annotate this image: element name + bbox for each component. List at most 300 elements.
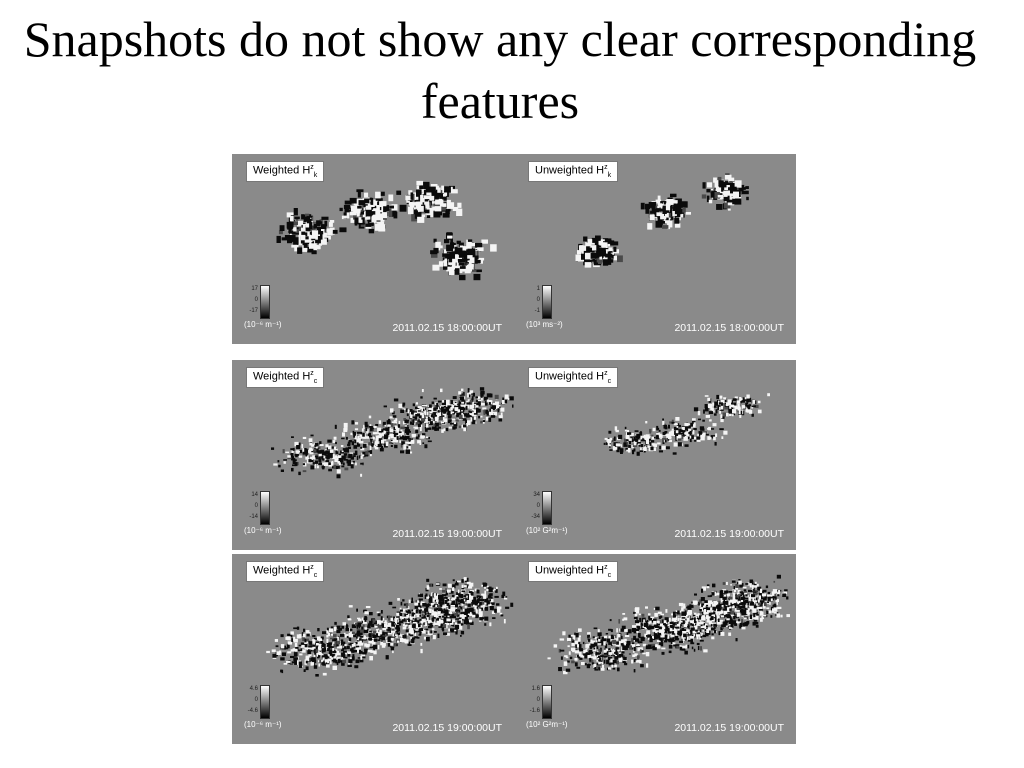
texture-speck <box>291 638 293 642</box>
texture-speck <box>296 451 300 453</box>
texture-speck <box>587 635 590 638</box>
panel-label <box>246 161 324 182</box>
texture-speck <box>706 415 710 418</box>
texture-speck <box>687 645 689 649</box>
texture-speck <box>450 407 452 410</box>
texture-speck <box>343 642 345 646</box>
texture-speck <box>731 403 734 405</box>
texture-speck <box>347 462 351 466</box>
texture-speck <box>292 464 296 466</box>
texture-speck <box>601 668 605 671</box>
texture-speck <box>669 638 673 642</box>
texture-speck <box>395 631 398 633</box>
texture-speck <box>575 644 577 649</box>
texture-speck <box>443 203 447 207</box>
texture-speck <box>348 651 352 654</box>
texture-speck <box>728 601 730 605</box>
texture-speck <box>373 432 377 434</box>
texture-speck <box>442 616 444 618</box>
texture-speck <box>361 456 363 459</box>
texture-speck <box>363 625 365 627</box>
texture-speck <box>350 212 357 216</box>
texture-speck <box>459 594 463 598</box>
texture-speck <box>471 592 474 596</box>
texture-speck <box>640 664 644 667</box>
texture-speck <box>429 601 433 603</box>
texture-speck <box>454 403 457 406</box>
texture-speck <box>640 450 644 452</box>
texture-speck <box>640 649 642 653</box>
texture-speck <box>400 450 404 453</box>
texture-speck <box>652 209 655 213</box>
texture-speck <box>711 637 714 640</box>
texture-speck <box>287 455 291 458</box>
texture-speck <box>394 623 396 625</box>
texture-speck <box>633 448 635 451</box>
texture-speck <box>492 617 495 619</box>
texture-speck <box>426 193 431 196</box>
texture-speck <box>637 648 639 652</box>
texture-speck <box>711 624 713 626</box>
texture-speck <box>422 619 425 622</box>
texture-speck <box>302 448 304 452</box>
texture-speck <box>655 607 659 611</box>
texture-speck <box>467 255 472 259</box>
texture-speck <box>759 595 761 599</box>
texture-speck <box>647 634 651 637</box>
texture-speck <box>409 202 416 206</box>
colorbar-unit: (10⁻⁶ m⁻¹) <box>244 526 282 535</box>
texture-speck <box>354 440 356 444</box>
texture-speck <box>286 661 291 663</box>
texture-speck <box>472 615 475 618</box>
texture-speck <box>574 633 576 636</box>
texture-speck <box>272 649 276 652</box>
panel-unweighted-row-2 <box>514 360 796 550</box>
texture-speck <box>439 608 442 610</box>
texture-speck <box>719 182 726 187</box>
texture-speck <box>767 602 769 604</box>
texture-speck <box>463 424 466 427</box>
texture-speck <box>690 431 692 434</box>
texture-speck <box>297 247 302 254</box>
texture-speck <box>472 412 474 416</box>
texture-speck <box>730 584 732 586</box>
texture-speck <box>654 437 656 439</box>
texture-speck <box>684 651 688 655</box>
texture-speck <box>721 436 723 439</box>
texture-speck <box>575 662 578 666</box>
texture-speck <box>406 446 408 448</box>
texture-speck <box>343 622 347 626</box>
texture-speck <box>571 661 575 664</box>
texture-speck <box>369 612 373 615</box>
texture-speck <box>433 635 436 639</box>
texture-speck <box>389 206 394 209</box>
texture-speck <box>433 408 437 412</box>
texture-speck <box>414 636 418 638</box>
texture-speck <box>698 419 701 421</box>
colorbar-min: -1 <box>534 308 540 314</box>
texture-speck <box>728 633 731 636</box>
texture-speck <box>709 613 712 617</box>
texture-speck <box>589 248 592 251</box>
texture-speck <box>642 438 644 440</box>
texture-speck <box>346 437 348 440</box>
texture-speck <box>329 656 331 658</box>
texture-speck <box>282 670 284 673</box>
texture-speck <box>669 651 672 654</box>
texture-speck <box>411 192 414 199</box>
texture-speck <box>423 182 429 189</box>
texture-speck <box>720 627 723 630</box>
texture-speck <box>464 578 467 581</box>
texture-speck <box>634 617 637 619</box>
texture-speck <box>645 208 649 214</box>
texture-speck <box>301 235 306 240</box>
texture-speck <box>453 207 459 211</box>
texture-speck <box>456 597 458 600</box>
texture-speck <box>629 645 632 649</box>
texture-speck <box>488 602 490 605</box>
texture-speck <box>459 266 465 269</box>
texture-speck <box>438 427 441 429</box>
texture-speck <box>360 619 362 621</box>
texture-speck <box>510 603 513 607</box>
panel-label <box>528 161 618 182</box>
texture-speck <box>302 444 304 448</box>
texture-speck <box>662 446 666 450</box>
texture-speck <box>451 598 455 600</box>
texture-speck <box>408 207 414 215</box>
texture-speck <box>472 600 476 604</box>
texture-speck <box>341 445 344 447</box>
texture-speck <box>726 404 729 406</box>
texture-speck <box>587 664 590 666</box>
texture-speck <box>425 623 427 626</box>
texture-speck <box>690 439 692 443</box>
texture-speck <box>662 225 668 229</box>
texture-speck <box>647 223 652 230</box>
texture-speck <box>780 615 782 618</box>
texture-speck <box>459 415 463 419</box>
texture-speck <box>464 585 467 587</box>
texture-speck <box>501 595 504 598</box>
texture-speck <box>714 630 716 633</box>
texture-speck <box>346 447 349 451</box>
texture-speck <box>490 606 494 608</box>
panel-label <box>246 561 324 582</box>
texture-speck <box>305 639 307 643</box>
colorbar-gradient <box>260 491 270 525</box>
texture-speck <box>386 442 388 446</box>
texture-speck <box>620 655 622 658</box>
texture-speck <box>676 646 679 648</box>
texture-speck <box>427 427 431 430</box>
texture-speck <box>410 415 412 418</box>
texture-speck <box>558 667 562 671</box>
texture-speck <box>637 640 639 644</box>
texture-speck <box>438 595 442 599</box>
texture-speck <box>386 655 389 659</box>
texture-speck <box>437 634 439 638</box>
texture-speck <box>721 406 724 410</box>
texture-speck <box>561 656 563 659</box>
texture-speck <box>419 615 421 617</box>
texture-speck <box>376 639 378 641</box>
texture-speck <box>333 638 337 640</box>
colorbar-max: 1 <box>536 286 540 292</box>
texture-speck <box>494 589 496 591</box>
texture-speck <box>397 598 400 601</box>
texture-speck <box>735 180 742 187</box>
texture-speck <box>357 432 361 434</box>
texture-speck <box>724 595 726 597</box>
texture-speck <box>412 419 414 423</box>
texture-speck <box>756 625 759 628</box>
texture-speck <box>294 208 298 215</box>
texture-speck <box>603 641 605 645</box>
texture-speck <box>290 663 293 665</box>
texture-speck <box>363 636 366 639</box>
texture-speck <box>585 663 587 665</box>
texture-speck <box>343 216 347 219</box>
texture-speck <box>374 446 377 448</box>
texture-speck <box>412 610 414 612</box>
texture-speck <box>390 434 393 438</box>
texture-speck <box>627 432 631 435</box>
texture-speck <box>584 655 587 659</box>
texture-speck <box>444 597 448 599</box>
texture-speck <box>361 212 365 215</box>
texture-speck <box>576 667 580 669</box>
texture-speck <box>608 629 612 631</box>
texture-speck <box>649 429 651 434</box>
texture-speck <box>735 199 741 205</box>
texture-speck <box>476 396 479 398</box>
texture-speck <box>605 254 612 258</box>
texture-speck <box>378 645 380 650</box>
texture-speck <box>455 625 459 629</box>
texture-speck <box>766 611 768 614</box>
texture-speck <box>422 603 426 607</box>
texture-speck <box>379 630 382 635</box>
texture-speck <box>431 595 433 597</box>
texture-speck <box>658 612 662 614</box>
texture-speck <box>390 643 393 646</box>
texture-speck <box>628 448 630 453</box>
texture-speck <box>399 440 401 443</box>
texture-speck <box>458 603 460 605</box>
texture-speck <box>373 645 377 649</box>
texture-speck <box>716 395 719 399</box>
texture-speck <box>470 583 472 587</box>
texture-speck <box>471 417 473 421</box>
texture-speck <box>415 606 419 609</box>
panel-label-sup: z <box>310 564 314 571</box>
colorbar-unit: (10⁻⁶ m⁻¹) <box>244 320 282 329</box>
texture-speck <box>449 612 453 614</box>
texture-speck <box>358 191 361 198</box>
texture-speck <box>417 440 421 443</box>
texture-speck <box>476 409 480 413</box>
texture-speck <box>560 638 565 640</box>
texture-speck <box>430 583 432 586</box>
texture-speck <box>322 631 326 634</box>
texture-speck <box>655 631 657 633</box>
texture-speck <box>334 437 337 440</box>
texture-speck <box>447 411 450 415</box>
texture-speck <box>435 417 438 422</box>
texture-speck <box>729 596 733 599</box>
texture-speck <box>392 210 396 217</box>
texture-speck <box>707 182 712 187</box>
texture-speck <box>293 448 295 451</box>
texture-speck <box>362 618 364 621</box>
texture-speck <box>659 434 662 438</box>
panel-label-text: Weighted H <box>253 164 311 177</box>
texture-speck <box>416 631 418 633</box>
texture-speck <box>295 643 298 647</box>
texture-speck <box>362 433 365 437</box>
texture-speck <box>357 206 362 209</box>
texture-speck <box>478 416 480 419</box>
texture-speck <box>604 636 607 639</box>
texture-speck <box>447 255 453 258</box>
texture-speck <box>699 431 703 434</box>
texture-speck <box>766 586 768 589</box>
texture-speck <box>481 416 483 418</box>
texture-speck <box>595 239 599 246</box>
panel-label-sup: z <box>310 164 314 171</box>
texture-speck <box>364 630 368 634</box>
texture-speck <box>635 430 639 432</box>
texture-speck <box>750 615 752 619</box>
texture-speck <box>321 217 328 220</box>
panel-label <box>246 367 324 388</box>
texture-speck <box>643 644 646 647</box>
texture-speck <box>760 612 764 616</box>
texture-speck <box>410 630 414 634</box>
texture-speck <box>613 668 616 670</box>
texture-speck <box>767 594 770 596</box>
texture-speck <box>603 639 606 641</box>
texture-speck <box>642 614 645 617</box>
texture-speck <box>698 646 700 650</box>
texture-speck <box>395 433 398 435</box>
texture-speck <box>341 466 344 468</box>
texture-speck <box>753 600 757 602</box>
texture-speck <box>690 616 692 619</box>
texture-speck <box>278 460 280 462</box>
texture-speck <box>746 395 749 399</box>
texture-speck <box>426 637 430 641</box>
texture-speck <box>505 607 509 609</box>
texture-speck <box>329 628 333 632</box>
texture-speck <box>593 656 597 659</box>
texture-speck <box>638 633 641 638</box>
texture-speck <box>776 602 778 606</box>
texture-speck <box>416 181 423 185</box>
texture-speck <box>736 610 740 612</box>
texture-speck <box>394 618 397 622</box>
texture-speck <box>365 224 371 227</box>
texture-speck <box>441 421 445 423</box>
panel-timestamp: 2011.02.15 19:00:00UT <box>392 722 502 734</box>
texture-speck <box>678 438 682 440</box>
colorbar-unit: (10⁻⁶ m⁻¹) <box>244 720 282 729</box>
colorbar <box>244 284 304 336</box>
texture-speck <box>784 589 788 591</box>
texture-speck <box>457 241 461 244</box>
texture-speck <box>382 634 385 636</box>
texture-speck <box>364 649 367 653</box>
texture-speck <box>417 217 424 223</box>
texture-speck <box>682 629 686 631</box>
texture-speck <box>713 601 717 605</box>
texture-speck <box>309 438 313 442</box>
texture-speck <box>472 404 474 408</box>
texture-speck <box>325 450 328 454</box>
texture-speck <box>505 400 507 404</box>
texture-speck <box>420 195 423 202</box>
texture-speck <box>360 474 362 477</box>
texture-speck <box>369 416 371 419</box>
texture-speck <box>294 639 298 643</box>
texture-speck <box>435 423 439 427</box>
texture-speck <box>311 662 315 666</box>
texture-speck <box>499 415 503 418</box>
texture-speck <box>409 600 411 604</box>
texture-speck <box>645 436 649 440</box>
texture-speck <box>354 432 356 436</box>
texture-speck <box>594 642 598 646</box>
texture-speck <box>683 606 686 609</box>
texture-speck <box>648 628 651 630</box>
texture-speck <box>608 642 612 645</box>
texture-speck <box>266 651 270 653</box>
texture-speck <box>422 611 425 613</box>
texture-speck <box>477 589 480 593</box>
texture-speck <box>758 599 760 603</box>
texture-speck <box>304 245 308 248</box>
texture-speck <box>370 428 373 432</box>
texture-speck <box>694 594 697 596</box>
texture-speck <box>608 247 612 251</box>
texture-speck <box>762 598 765 600</box>
texture-speck <box>375 192 381 199</box>
texture-speck <box>370 650 374 653</box>
texture-speck <box>303 437 306 439</box>
texture-speck <box>426 579 429 582</box>
texture-speck <box>597 646 599 649</box>
texture-speck <box>308 641 312 645</box>
texture-speck <box>640 641 643 643</box>
texture-speck <box>342 660 346 664</box>
texture-speck <box>390 429 394 433</box>
texture-speck <box>335 425 337 429</box>
texture-speck <box>752 405 756 407</box>
texture-speck <box>632 654 635 657</box>
texture-speck <box>437 188 440 194</box>
texture-speck <box>454 423 456 425</box>
texture-speck <box>365 217 368 220</box>
texture-speck <box>293 627 297 629</box>
texture-speck <box>474 605 476 609</box>
texture-speck <box>406 604 408 608</box>
texture-speck <box>481 398 483 401</box>
texture-speck <box>399 421 401 425</box>
